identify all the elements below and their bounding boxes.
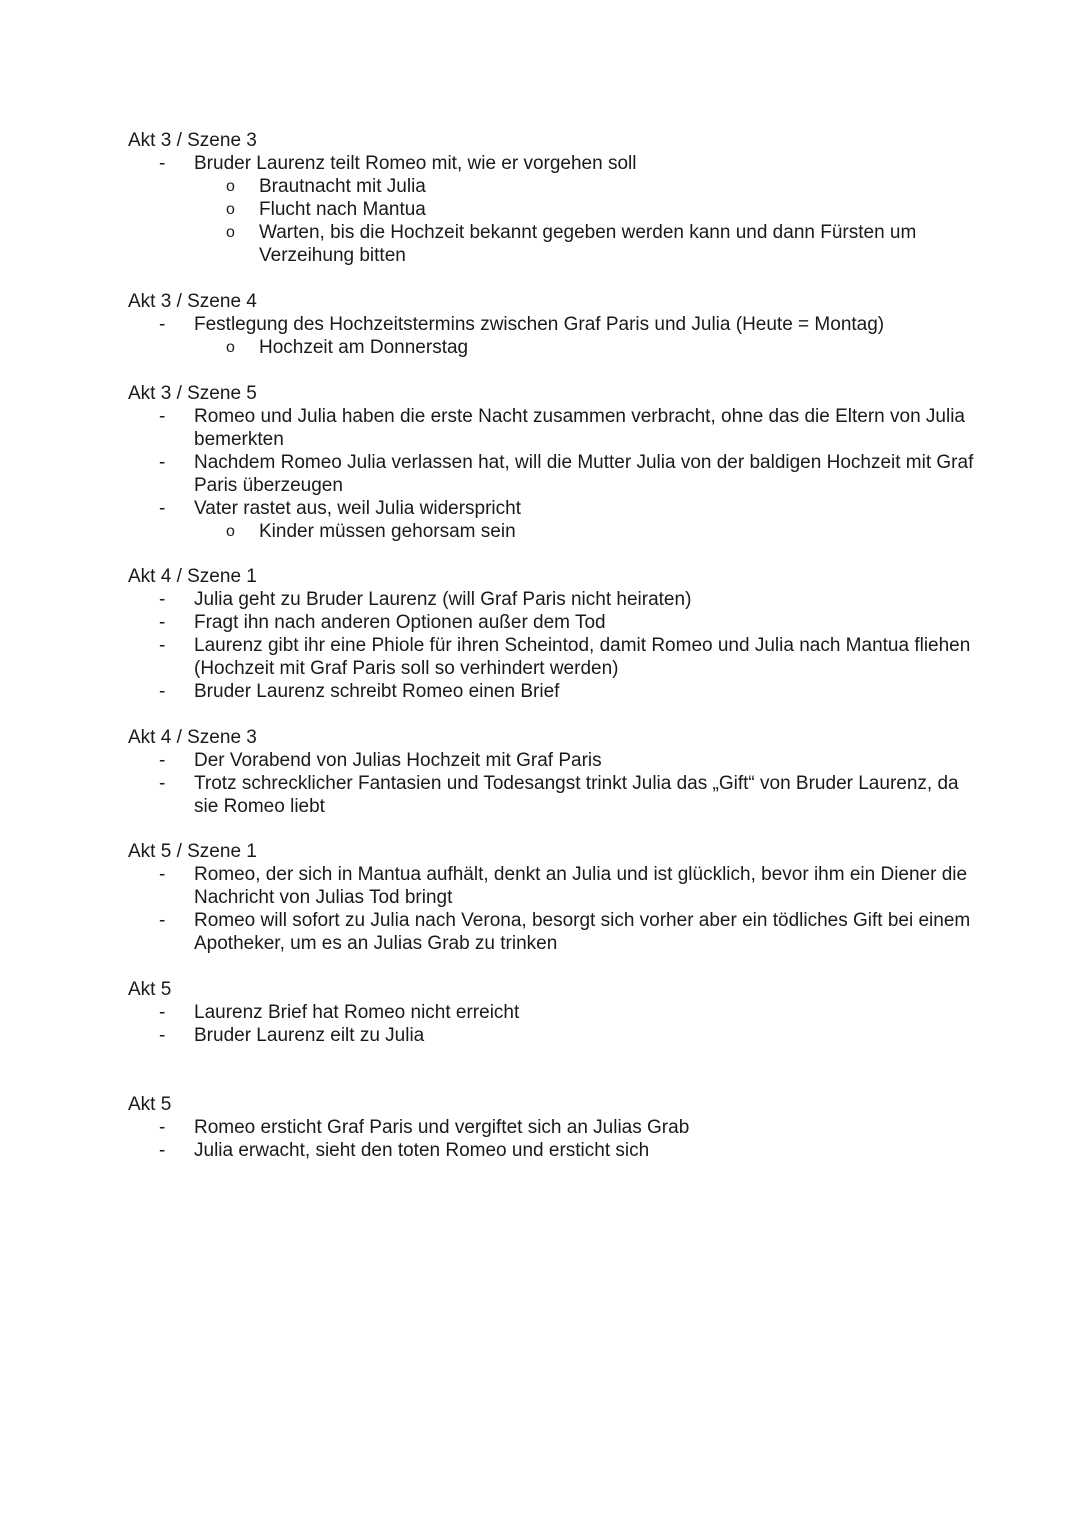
dash-bullet: - [159, 773, 166, 794]
sub-list-item [128, 221, 980, 267]
section-heading: Akt 4 / Szene 1 [128, 566, 257, 587]
section-akt4-szene3 [128, 726, 980, 818]
section-heading: Akt 3 / Szene 5 [128, 383, 257, 404]
section-akt3-szene4 [128, 290, 980, 359]
list-item-text: Romeo ersticht Graf Paris und vergiftet sich an Julias Grab [194, 1117, 690, 1138]
list-item-text: Bruder Laurenz schreibt Romeo einen Brief [194, 681, 560, 702]
list-item-text: Vater rastet aus, weil Julia widerspricht [194, 498, 521, 519]
section-heading: Akt 4 / Szene 3 [128, 727, 257, 748]
list-item-text: Romeo und Julia haben die erste Nacht zusammen verbracht, ohne das die Eltern von Julia bemerkten [194, 406, 965, 450]
list-item-text: Julia geht zu Bruder Laurenz (will Graf Paris nicht heiraten) [194, 589, 692, 610]
sub-item-text: Hochzeit am Donnerstag [259, 337, 469, 358]
list-item-text: Romeo, der sich in Mantua aufhält, denkt an Julia und ist glücklich, bevor ihm ein Diener die Nachricht von Julias Tod bringt [194, 864, 968, 908]
section-akt4-szene1 [128, 565, 980, 703]
section-heading: Akt 3 / Szene 3 [128, 130, 257, 151]
dash-bullet: - [159, 635, 166, 656]
sub-list-item [128, 198, 980, 221]
section-akt3-szene5 [128, 382, 980, 543]
dash-bullet: - [159, 1002, 166, 1023]
sub-list-item [128, 175, 980, 198]
list-item [128, 1001, 980, 1024]
dash-bullet: - [159, 1025, 166, 1046]
list-item [128, 1116, 980, 1139]
list-item [128, 772, 980, 818]
section-akt3-szene3 [128, 129, 980, 267]
dash-bullet: - [159, 864, 166, 885]
sub-item-text: Warten, bis die Hochzeit bekannt gegeben werden kann und dann Fürsten um Verzeihung bitten [259, 222, 917, 266]
list-item-text: Der Vorabend von Julias Hochzeit mit Graf Paris [194, 750, 602, 771]
list-item [128, 497, 980, 520]
section-akt5-b [128, 1093, 980, 1162]
list-item [128, 1139, 980, 1162]
dash-bullet: - [159, 910, 166, 931]
list-item [128, 680, 980, 703]
list-item [128, 313, 980, 336]
dash-bullet: - [159, 406, 166, 427]
section-akt5-szene1 [128, 840, 980, 955]
list-item-text: Bruder Laurenz eilt zu Julia [194, 1025, 425, 1046]
dash-bullet: - [159, 589, 166, 610]
list-item [128, 634, 980, 680]
list-item-text: Bruder Laurenz teilt Romeo mit, wie er vorgehen soll [194, 153, 637, 174]
dash-bullet: - [159, 1140, 166, 1161]
list-item-text: Festlegung des Hochzeitstermins zwischen Graf Paris und Julia (Heute = Montag) [194, 314, 885, 335]
sub-item-text: Kinder müssen gehorsam sein [259, 521, 516, 542]
circle-bullet: o [226, 201, 235, 218]
circle-bullet: o [226, 178, 235, 195]
dash-bullet: - [159, 498, 166, 519]
section-akt5-a [128, 978, 980, 1047]
list-item [128, 152, 980, 175]
dash-bullet: - [159, 314, 166, 335]
dash-bullet: - [159, 612, 166, 633]
dash-bullet: - [159, 681, 166, 702]
list-item [128, 588, 980, 611]
dash-bullet: - [159, 153, 166, 174]
list-item-text: Fragt ihn nach anderen Optionen außer dem Tod [194, 612, 606, 633]
list-item [128, 909, 980, 955]
section-heading: Akt 5 / Szene 1 [128, 841, 257, 862]
circle-bullet: o [226, 339, 235, 356]
list-item-text: Romeo will sofort zu Julia nach Verona, besorgt sich vorher aber ein tödliches Gift bei einem Apotheker, um es an Julias Grab zu trinken [194, 910, 971, 954]
list-item [128, 1024, 980, 1047]
list-item-text: Julia erwacht, sieht den toten Romeo und ersticht sich [194, 1140, 650, 1161]
list-item [128, 611, 980, 634]
sub-list-item [128, 520, 980, 543]
dash-bullet: - [159, 1117, 166, 1138]
list-item [128, 863, 980, 909]
list-item-text: Laurenz Brief hat Romeo nicht erreicht [194, 1002, 520, 1023]
sub-list-item [128, 336, 980, 359]
section-heading: Akt 5 [128, 979, 172, 1000]
dash-bullet: - [159, 452, 166, 473]
list-item [128, 749, 980, 772]
list-item-text: Laurenz gibt ihr eine Phiole für ihren Scheintod, damit Romeo und Julia nach Mantua fliehen (Hochzeit mit Graf Paris soll so verhindert werden) [194, 635, 971, 679]
list-item [128, 451, 980, 497]
list-item [128, 405, 980, 451]
dash-bullet: - [159, 750, 166, 771]
circle-bullet: o [226, 523, 235, 540]
section-heading: Akt 3 / Szene 4 [128, 291, 257, 312]
sub-item-text: Brautnacht mit Julia [259, 176, 426, 197]
list-item-text: Trotz schrecklicher Fantasien und Todesangst trinkt Julia das „Gift“ von Bruder Laurenz, da sie Romeo liebt [194, 773, 959, 817]
sub-item-text: Flucht nach Mantua [259, 199, 426, 220]
list-item-text: Nachdem Romeo Julia verlassen hat, will die Mutter Julia von der baldigen Hochzeit mit Graf Paris überzeugen [194, 452, 974, 496]
section-heading: Akt 5 [128, 1094, 172, 1115]
circle-bullet: o [226, 224, 235, 241]
